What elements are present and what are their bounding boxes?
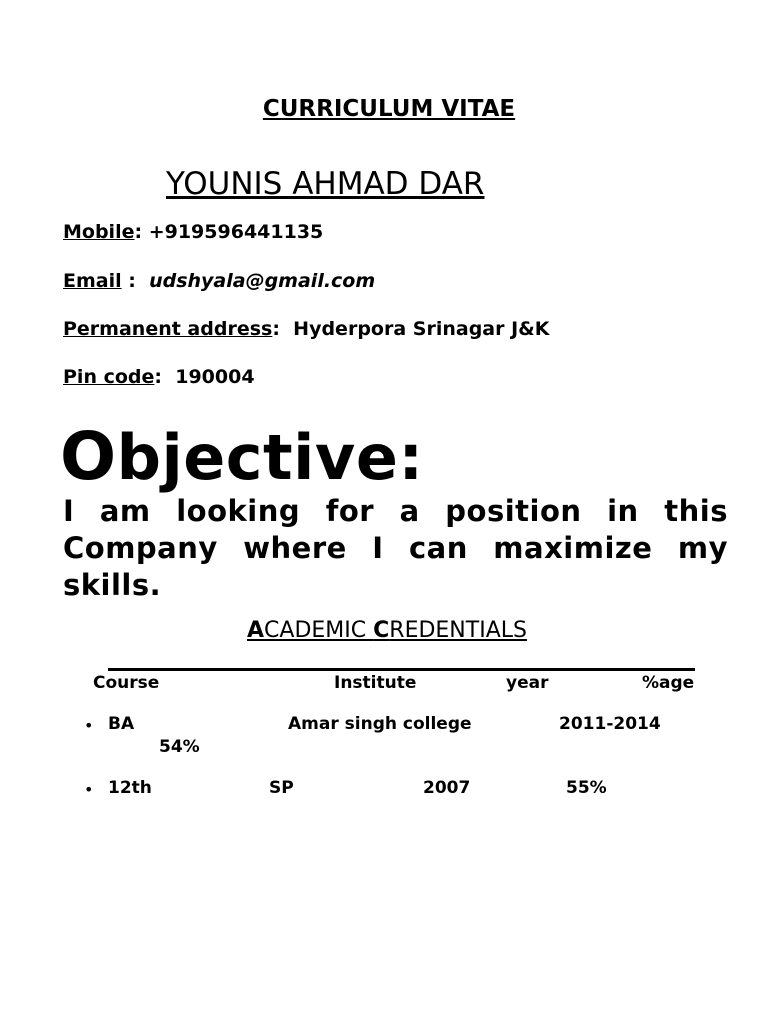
academic-heading-a: A xyxy=(247,618,265,643)
candidate-name: YOUNIS AHMAD DAR xyxy=(166,166,485,202)
pin-field xyxy=(63,366,255,388)
pin-value: : 190004 xyxy=(154,366,255,388)
row2-percentage: 55% xyxy=(566,778,607,798)
row2-institute: SP xyxy=(269,778,294,798)
column-header-percentage: %age xyxy=(642,673,695,693)
pin-label: Pin code xyxy=(63,366,155,388)
email-field xyxy=(63,270,375,292)
row2-bullet: • xyxy=(84,780,94,799)
row2-course: 12th xyxy=(108,778,152,798)
mobile-field xyxy=(63,221,323,243)
objective-heading-rest: bjective: xyxy=(116,421,424,494)
column-header-course: Course xyxy=(93,673,160,693)
row2-year: 2007 xyxy=(423,778,471,798)
academic-heading-c-rest: REDENTIALS xyxy=(389,618,527,643)
academic-heading xyxy=(0,618,768,643)
email-label: Email xyxy=(63,270,122,292)
column-header-year: year xyxy=(506,673,549,693)
objective-text: I am looking for a position in this Company where I can maximize my skills. xyxy=(63,494,728,602)
row1-course: BA xyxy=(108,714,135,734)
address-value: : Hyderpora Srinagar J&K xyxy=(272,318,550,340)
address-field xyxy=(63,318,549,340)
row1-bullet: • xyxy=(84,716,94,735)
table-top-rule xyxy=(108,668,695,671)
academic-heading-a-rest: CADEMIC xyxy=(264,618,374,643)
objective-heading xyxy=(60,418,424,495)
email-value: udshyala@gmail.com xyxy=(149,270,376,292)
mobile-value: : +919596441135 xyxy=(134,221,324,243)
row1-percentage: 54% xyxy=(159,737,200,757)
mobile-label: Mobile xyxy=(63,221,135,243)
row1-year: 2011-2014 xyxy=(559,714,661,734)
email-separator: : xyxy=(121,270,150,292)
objective-heading-initial: O xyxy=(60,418,117,495)
address-label: Permanent address xyxy=(63,318,273,340)
academic-heading-c: C xyxy=(373,618,390,643)
row1-institute: Amar singh college xyxy=(288,714,472,734)
document-title: CURRICULUM VITAE xyxy=(262,96,516,122)
column-header-institute: Institute xyxy=(334,673,417,693)
